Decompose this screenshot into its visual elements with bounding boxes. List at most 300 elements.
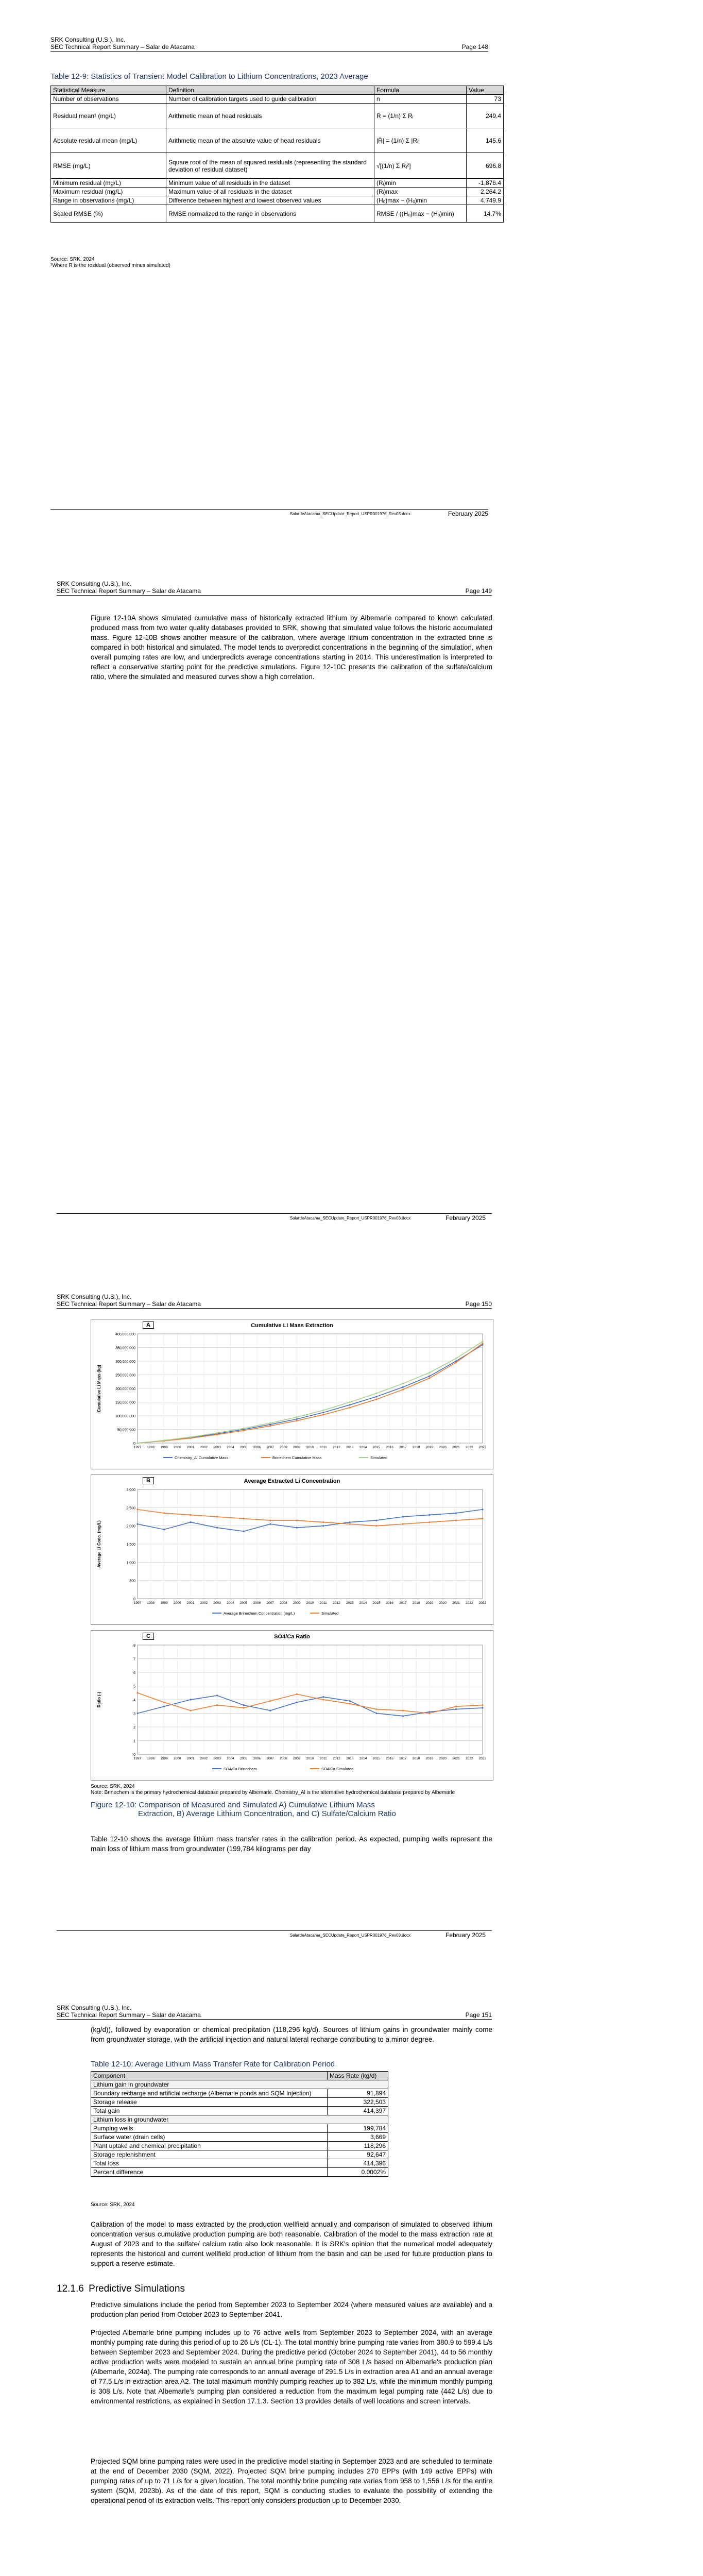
- page-header: [50, 36, 488, 50]
- x-tick-label: 2008: [280, 1757, 287, 1760]
- data-point: [455, 1512, 457, 1514]
- table-row: [51, 153, 504, 179]
- y-tick-label: 0: [133, 1442, 135, 1446]
- y-tick-label: 200,000,000: [115, 1387, 135, 1391]
- x-tick-label: 2022: [465, 1601, 473, 1605]
- definition-cell: Number of calibration targets used to guide calibration: [166, 95, 374, 104]
- data-point: [216, 1516, 218, 1517]
- component-cell: Boundary recharge and artificial recharge (Albemarle ponds and SQM Injection): [91, 2089, 328, 2098]
- column-header: Value: [467, 86, 504, 95]
- chart-title: Cumulative Li Mass Extraction: [251, 1323, 333, 1329]
- y-tick-label: 350,000,000: [115, 1346, 135, 1350]
- header-company: SRK Consulting (U.S.), Inc.: [50, 36, 126, 43]
- x-tick-label: 2014: [359, 1757, 367, 1760]
- header-company: SRK Consulting (U.S.), Inc.: [57, 2004, 132, 2011]
- table-row: [91, 2107, 388, 2115]
- data-point: [349, 1700, 351, 1702]
- data-point: [322, 1521, 324, 1523]
- x-tick-label: 2021: [452, 1446, 460, 1449]
- page-150: [0, 1288, 703, 1932]
- header-company: SRK Consulting (U.S.), Inc.: [57, 1293, 132, 1300]
- data-point: [428, 1713, 430, 1714]
- column-header: Definition: [166, 86, 374, 95]
- formula-cell: (Hₒ)max − (Hₒ)min: [374, 196, 467, 205]
- y-axis-label: Ratio (-): [97, 1691, 101, 1708]
- x-tick-label: 2012: [333, 1601, 340, 1605]
- table-row: [51, 104, 504, 128]
- definition-cell: Maximum value of all residuals in the dataset: [166, 188, 374, 196]
- component-cell: Surface water (drain cells): [91, 2133, 328, 2142]
- table-row: [91, 2142, 388, 2150]
- value-cell: 145.6: [467, 128, 504, 153]
- x-tick-label: 2007: [266, 1446, 274, 1449]
- data-point: [269, 1425, 271, 1427]
- data-point: [296, 1418, 298, 1420]
- formula-cell: (Rᵢ)min: [374, 179, 467, 188]
- legend-label: Chemistry_Al Cumulative Mass: [175, 1455, 229, 1460]
- panel-label: C: [143, 1633, 154, 1640]
- y-tick-label: 8: [133, 1644, 135, 1648]
- x-tick-label: 2019: [425, 1446, 434, 1449]
- data-point: [296, 1519, 298, 1521]
- y-axis-label: Average Li Conc. (mg/L): [97, 1520, 101, 1568]
- x-tick-label: 2020: [439, 1757, 447, 1760]
- data-point: [455, 1708, 457, 1710]
- y-tick-label: 300,000,000: [115, 1360, 135, 1364]
- data-point: [375, 1399, 377, 1400]
- footer-rule: [57, 1930, 492, 1931]
- header-report: SEC Technical Report Summary – Salar de Atacama: [50, 43, 195, 50]
- figure-caption: [91, 1801, 492, 1818]
- x-tick-label: 2011: [319, 1446, 327, 1449]
- formula-cell: |R̄| = (1/n) Σ |Rᵢ|: [374, 128, 467, 153]
- legend-label: Simulated: [370, 1455, 388, 1460]
- table-header-row: [91, 2072, 388, 2080]
- measure-cell: Number of observations: [51, 95, 166, 104]
- data-point: [136, 1523, 138, 1525]
- chart-title: SO4/Ca Ratio: [274, 1634, 310, 1640]
- data-point: [482, 1518, 483, 1519]
- page-148: [0, 0, 703, 536]
- data-point: [163, 1702, 165, 1703]
- data-point: [349, 1401, 351, 1403]
- x-tick-label: 2016: [386, 1446, 393, 1449]
- x-tick-label: 2022: [465, 1757, 473, 1760]
- x-tick-label: 2000: [174, 1757, 181, 1760]
- y-tick-label: 0: [133, 1598, 135, 1601]
- data-point: [428, 1377, 430, 1379]
- data-point: [428, 1514, 430, 1516]
- measure-cell: Absolute residual mean (mg/L): [51, 128, 166, 153]
- footnote-text: ¹Where R is the residual (observed minus simulated): [50, 263, 170, 268]
- y-tick-label: 2,500: [126, 1506, 135, 1511]
- footer-file: SalardeAtacama_SECUpdate_Report_USPR001976_Rev03.docx: [289, 1933, 411, 1938]
- body-paragraph: Projected SQM brine pumping rates were used in the predictive model starting in September 2023 and are scheduled to terminate at the end of December 2030 (SQM, 2022). Projected SQM brine pumping includes 270 EPPs (with 149 active EPPs) with pumping rates of up to 71 L/s for a given location. The total monthly brine pumping rate varies from 958 to 1,556 L/s for the entire system (SQM, 2023b). As of the date of this report, SQM is conducting studies to evaluate the possibility of extending the operational period of its extraction wells. This report only considers production up to December 2030.: [91, 2458, 492, 2504]
- data-point: [269, 1523, 271, 1525]
- data-point: [163, 1529, 165, 1530]
- page-header: [57, 1293, 492, 1308]
- data-point: [375, 1396, 377, 1397]
- y-tick-label: 500: [129, 1579, 135, 1583]
- data-point: [190, 1436, 191, 1438]
- table-caption: Table 12-10: Average Lithium Mass Transfer Rate for Calibration Period: [91, 2060, 335, 2069]
- data-point: [322, 1699, 324, 1700]
- panel-label: B: [143, 1477, 154, 1484]
- data-point: [269, 1422, 271, 1424]
- table-row: [91, 2098, 388, 2107]
- x-tick-label: 1997: [133, 1757, 142, 1760]
- figure-caption-line2: Extraction, B) Average Lithium Concentration, and C) Sulfate/Calcium Ratio: [138, 1809, 396, 1818]
- x-tick-label: 2020: [439, 1446, 447, 1449]
- panel-label: A: [143, 1321, 154, 1329]
- x-tick-label: 2017: [399, 1757, 407, 1760]
- table-caption: Table 12-9: Statistics of Transient Model Calibration to Lithium Concentrations, 2023 Average: [50, 72, 368, 81]
- y-tick-label: 3,000: [126, 1488, 135, 1492]
- x-tick-label: 2010: [306, 1446, 314, 1449]
- chart-panel-a: [91, 1319, 493, 1469]
- x-tick-label: 1999: [160, 1601, 168, 1605]
- footer-date: February 2025: [448, 510, 489, 517]
- data-point: [216, 1434, 218, 1435]
- chart-a-svg: [91, 1319, 492, 1468]
- footer-file: SalardeAtacama_SECUpdate_Report_USPR001976_Rev03.docx: [289, 512, 411, 516]
- lithium-mass-transfer-table: [91, 2071, 388, 2177]
- footer-file: SalardeAtacama_SECUpdate_Report_USPR001976_Rev03.docx: [289, 1216, 411, 1221]
- x-tick-label: 2001: [186, 1757, 195, 1760]
- x-tick-label: 2020: [439, 1601, 447, 1605]
- data-point: [190, 1710, 191, 1711]
- footer-date: February 2025: [445, 1214, 486, 1222]
- page-number: Page 150: [465, 1300, 492, 1308]
- legend-label: Simulated: [321, 1611, 339, 1616]
- footer-date: February 2025: [445, 1931, 486, 1939]
- data-point: [349, 1523, 351, 1525]
- column-header: Formula: [374, 86, 467, 95]
- data-point: [216, 1432, 218, 1434]
- data-point: [216, 1694, 218, 1696]
- definition-cell: Arithmetic mean of the absolute value of head residuals: [166, 128, 374, 153]
- x-tick-label: 2006: [253, 1757, 261, 1760]
- data-point: [190, 1521, 191, 1523]
- data-point: [322, 1414, 324, 1415]
- data-point: [243, 1707, 245, 1708]
- data-point: [190, 1514, 191, 1516]
- y-tick-label: 1,000: [126, 1561, 135, 1565]
- data-point: [349, 1521, 351, 1523]
- value-cell: 4,749.9: [467, 196, 504, 205]
- figure-source: [91, 1784, 492, 1796]
- body-paragraph: Predictive simulations include the period from September 2023 to September 2024 (where measured values are available) and a production plan period from October 2023 to September 2041.: [91, 2301, 492, 2318]
- data-point: [296, 1702, 298, 1703]
- x-tick-label: 2012: [333, 1446, 340, 1449]
- data-point: [375, 1713, 377, 1714]
- body-paragraph: Projected Albemarle brine pumping includes up to 76 active wells from September 2023 to September 2024, with an average monthly pumping rate during this period of up to 26 L/s (CL-1). The total monthly brine pumping rate varies from 380.9 to 599.4 L/s between September 2023 and September 2024. During the predictive period (October 2024 to September 2041), 44 to 56 monthly active production wells were modeled to sustain an annual brine pumping rate of 308 L/s based on Albemarle's production plan (Albemarle, 2024a). The pumping rate corresponds to an annual average of 291.5 L/s in extraction area A1 and an annual average of 77.5 L/s in extraction area A2. The total maximum monthly pumping reaches up to 382 L/s, while the minimum monthly pumping is 308 L/s. Note that Albemarle's pumping plan considered a reduction from the maximum legal pumping rate (442 L/s) due to environmental restrictions, as explained in Section 17.1.3. Section 13 provides details of well locations and screen intervals.: [91, 2329, 492, 2405]
- y-tick-label: 2,000: [126, 1524, 135, 1529]
- table-source: [50, 257, 488, 269]
- x-tick-label: 1999: [160, 1757, 168, 1760]
- x-tick-label: 2017: [399, 1601, 407, 1605]
- y-tick-label: 7: [133, 1657, 135, 1662]
- formula-cell: RMSE / ((Hₒ)max − (Hₒ)min): [374, 205, 467, 223]
- data-point: [428, 1376, 430, 1377]
- x-tick-label: 2009: [293, 1601, 301, 1605]
- page-header: [57, 2004, 492, 2019]
- definition-cell: Arithmetic mean of head residuals: [166, 104, 374, 128]
- x-tick-label: 1998: [147, 1601, 155, 1605]
- data-point: [482, 1343, 483, 1344]
- data-point: [322, 1410, 324, 1411]
- definition-cell: RMSE normalized to the range in observations: [166, 205, 374, 223]
- x-tick-label: 2000: [174, 1601, 181, 1605]
- legend-label: Average Brinechem Concentration (mg/L): [224, 1611, 295, 1616]
- data-point: [375, 1393, 377, 1394]
- value-cell: 92,647: [328, 2150, 388, 2159]
- x-tick-label: 2013: [346, 1757, 354, 1760]
- page-151: [0, 1999, 703, 2576]
- table-row: [51, 205, 504, 223]
- data-point: [482, 1707, 483, 1708]
- x-tick-label: 2010: [306, 1757, 314, 1760]
- value-cell: 73: [467, 95, 504, 104]
- y-tick-label: 0: [133, 1753, 135, 1757]
- y-tick-label: 150,000,000: [115, 1401, 135, 1405]
- data-point: [482, 1509, 483, 1510]
- data-point: [296, 1693, 298, 1695]
- table-section-row: [91, 2080, 388, 2089]
- data-point: [163, 1706, 165, 1707]
- measure-cell: Minimum residual (mg/L): [51, 179, 166, 188]
- data-point: [136, 1509, 138, 1510]
- x-tick-label: 2019: [425, 1601, 434, 1605]
- measure-cell: Residual mean¹ (mg/L): [51, 104, 166, 128]
- data-point: [243, 1428, 245, 1429]
- page-number: Page 151: [465, 2011, 492, 2019]
- data-point: [375, 1525, 377, 1527]
- y-tick-label: 100,000,000: [115, 1415, 135, 1418]
- x-tick-label: 2005: [239, 1757, 248, 1760]
- table-row: [91, 2089, 388, 2098]
- header-rule: [50, 51, 488, 52]
- value-cell: 696.8: [467, 153, 504, 179]
- x-tick-label: 2010: [306, 1601, 314, 1605]
- data-point: [455, 1519, 457, 1521]
- formula-cell: R̄ = (1/n) Σ Rᵢ: [374, 104, 467, 128]
- x-tick-label: 1998: [147, 1446, 155, 1449]
- data-point: [482, 1341, 483, 1342]
- y-tick-label: 250,000,000: [115, 1374, 135, 1378]
- value-cell: 322,503: [328, 2098, 388, 2107]
- legend-label: SO4/Ca Brinechem: [224, 1767, 257, 1771]
- data-point: [243, 1704, 245, 1706]
- x-tick-label: 2013: [346, 1446, 354, 1449]
- source-text: Source: SRK, 2024: [50, 257, 95, 262]
- header-rule: [57, 1308, 492, 1309]
- x-tick-label: 2023: [478, 1757, 487, 1760]
- figure-note: Note: Brinechem is the primary hydrochemical database prepared by Albemarle. Chemistry_Al is the alternative hydrochemical database prepared by Albemarle: [91, 1790, 455, 1795]
- x-tick-label: 2018: [412, 1601, 420, 1605]
- data-point: [322, 1525, 324, 1527]
- x-tick-label: 2015: [372, 1446, 381, 1449]
- header-report: SEC Technical Report Summary – Salar de Atacama: [57, 2011, 201, 2019]
- data-point: [216, 1704, 218, 1706]
- data-point: [402, 1516, 404, 1517]
- page-149: [0, 572, 703, 1222]
- x-tick-label: 2023: [478, 1601, 487, 1605]
- value-cell: 118,296: [328, 2142, 388, 2150]
- data-point: [296, 1420, 298, 1421]
- footer-rule: [50, 509, 488, 510]
- data-point: [296, 1416, 298, 1418]
- y-tick-label: 3: [133, 1712, 135, 1716]
- component-cell: Percent difference: [91, 2168, 328, 2177]
- data-point: [296, 1527, 298, 1529]
- data-point: [243, 1531, 245, 1532]
- x-tick-label: 2006: [253, 1446, 261, 1449]
- table-row: [91, 2124, 388, 2133]
- value-cell: 249.4: [467, 104, 504, 128]
- data-point: [243, 1430, 245, 1431]
- component-cell: Total gain: [91, 2107, 328, 2115]
- body-paragraph: Table 12-10 shows the average lithium mass transfer rates in the calibration period. As expected, pumping wells represent the main loss of lithium mass from groundwater (199,784 kilograms per day: [91, 1835, 492, 1853]
- x-tick-label: 2008: [280, 1446, 287, 1449]
- x-tick-label: 2011: [319, 1757, 327, 1760]
- chart-c-svg: [91, 1631, 492, 1779]
- page-number: Page 148: [461, 43, 488, 50]
- legend-label: SO4/Ca Simulated: [321, 1767, 354, 1771]
- data-point: [349, 1404, 351, 1405]
- data-point: [402, 1386, 404, 1388]
- data-point: [402, 1383, 404, 1384]
- data-point: [402, 1710, 404, 1711]
- x-tick-label: 2018: [412, 1446, 420, 1449]
- definition-cell: Square root of the mean of squared residuals (representing the standard deviation of residual dataset): [166, 153, 374, 179]
- page-header: [57, 580, 492, 595]
- table-row: [91, 2133, 388, 2142]
- data-point: [482, 1704, 483, 1706]
- y-tick-label: 4: [133, 1699, 135, 1702]
- data-point: [428, 1521, 430, 1523]
- legend-label: Brinechem Cumulative Mass: [272, 1455, 322, 1460]
- data-point: [136, 1442, 138, 1444]
- data-point: [269, 1700, 271, 1702]
- data-point: [190, 1699, 191, 1700]
- definition-cell: Difference between highest and lowest observed values: [166, 196, 374, 205]
- data-point: [163, 1439, 165, 1441]
- value-cell: 199,784: [328, 2124, 388, 2133]
- table-row: [91, 2159, 388, 2168]
- component-cell: Storage replenishment: [91, 2150, 328, 2159]
- section-number: 12.1.6: [57, 2283, 84, 2294]
- x-tick-label: 2009: [293, 1757, 301, 1760]
- page-number: Page 149: [465, 587, 492, 595]
- data-point: [375, 1519, 377, 1521]
- x-tick-label: 2021: [452, 1601, 460, 1605]
- formula-cell: √[(1/n) Σ Rᵢ²]: [374, 153, 467, 179]
- data-point: [428, 1372, 430, 1374]
- measure-cell: RMSE (mg/L): [51, 153, 166, 179]
- component-cell: Lithium loss in groundwater: [91, 2115, 388, 2124]
- x-tick-label: 2014: [359, 1601, 367, 1605]
- x-tick-label: 1999: [160, 1446, 168, 1449]
- header-rule: [57, 595, 492, 596]
- x-tick-label: 2009: [293, 1446, 301, 1449]
- table-source: Source: SRK, 2024: [91, 2202, 135, 2208]
- y-tick-label: 5: [133, 1685, 135, 1689]
- x-tick-label: 2005: [239, 1446, 248, 1449]
- x-tick-label: 2004: [227, 1601, 234, 1605]
- x-tick-label: 2002: [200, 1757, 208, 1760]
- table-row: [51, 196, 504, 205]
- data-point: [455, 1706, 457, 1707]
- y-tick-label: 50,000,000: [117, 1428, 135, 1432]
- header-report: SEC Technical Report Summary – Salar de Atacama: [57, 587, 201, 595]
- value-cell: -1,876.4: [467, 179, 504, 188]
- x-tick-label: 1998: [147, 1757, 155, 1760]
- data-point: [269, 1710, 271, 1711]
- section-heading: [57, 2283, 492, 2295]
- figure-caption-line1: Figure 12-10: Comparison of Measured and Simulated A) Cumulative Lithium Mass: [91, 1801, 375, 1809]
- y-tick-label: 6: [133, 1671, 135, 1675]
- header-report: SEC Technical Report Summary – Salar de Atacama: [57, 1300, 201, 1308]
- value-cell: 0.0002%: [328, 2168, 388, 2177]
- x-tick-label: 2001: [186, 1446, 195, 1449]
- x-tick-label: 2002: [200, 1601, 208, 1605]
- table-row: [91, 2168, 388, 2177]
- measure-cell: Maximum residual (mg/L): [51, 188, 166, 196]
- table-row: [51, 95, 504, 104]
- table-header-row: [51, 86, 504, 95]
- data-point: [269, 1519, 271, 1521]
- data-point: [322, 1412, 324, 1413]
- data-point: [455, 1362, 457, 1363]
- component-cell: Total loss: [91, 2159, 328, 2168]
- data-point: [136, 1713, 138, 1714]
- data-point: [349, 1703, 351, 1704]
- x-tick-label: 2001: [186, 1601, 195, 1605]
- x-tick-label: 2022: [465, 1446, 473, 1449]
- x-tick-label: 2004: [227, 1446, 234, 1449]
- value-cell: 414,397: [328, 2107, 388, 2115]
- value-cell: 2,264.2: [467, 188, 504, 196]
- formula-cell: (Rᵢ)max: [374, 188, 467, 196]
- x-tick-label: 2014: [359, 1446, 367, 1449]
- data-point: [163, 1512, 165, 1514]
- y-axis-label: Cumulative Li Mass (kg): [97, 1365, 101, 1412]
- x-tick-label: 2015: [372, 1601, 381, 1605]
- x-tick-label: 2008: [280, 1601, 287, 1605]
- x-tick-label: 1997: [133, 1446, 142, 1449]
- table-section-row: [91, 2115, 388, 2124]
- table-row: [51, 188, 504, 196]
- data-point: [216, 1527, 218, 1529]
- x-tick-label: 2004: [227, 1757, 234, 1760]
- x-tick-label: 2021: [452, 1757, 460, 1760]
- column-header: Statistical Measure: [51, 86, 166, 95]
- formula-cell: n: [374, 95, 467, 104]
- y-tick-label: 2: [133, 1726, 135, 1730]
- source-text: Source: SRK, 2024: [91, 1784, 135, 1789]
- x-tick-label: 2019: [425, 1757, 434, 1760]
- component-cell: Storage release: [91, 2098, 328, 2107]
- body-paragraph: (kg/d)), followed by evaporation or chemical precipitation (118,296 kg/d). Sources of lithium gains in groundwater mainly come from groundwater storage, with the artificial injection and natural lateral recharge contributing to a minor degree.: [91, 2026, 492, 2043]
- column-header: Component: [91, 2072, 328, 2080]
- data-point: [402, 1523, 404, 1525]
- y-tick-label: 400,000,000: [115, 1333, 135, 1336]
- chart-title: Average Extracted Li Concentration: [244, 1478, 340, 1484]
- x-tick-label: 2016: [386, 1757, 393, 1760]
- calibration-statistics-table: [50, 86, 504, 223]
- x-tick-label: 2007: [266, 1757, 274, 1760]
